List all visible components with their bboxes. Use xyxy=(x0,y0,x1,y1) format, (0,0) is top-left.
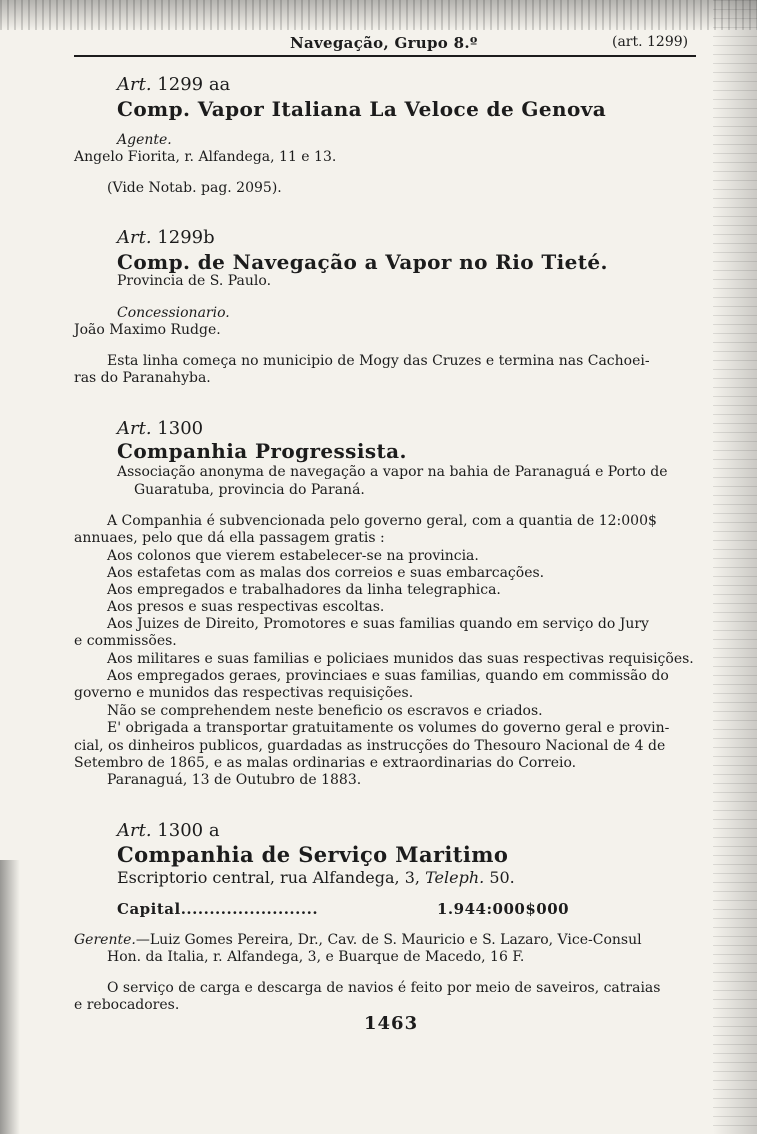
manager-line-2: Hon. da Italia, r. Alfandega, 3, e Buarque de Macedo, 16 F. xyxy=(107,949,525,965)
body-line: Aos presos e suas respectivas escoltas. xyxy=(107,599,385,615)
office-address: Escriptorio central, rua Alfandega, 3, Teleph. 50. xyxy=(117,868,515,887)
entry-title-1299aa: Comp. Vapor Italiana La Veloce de Genova xyxy=(117,97,607,121)
concessionaire-value: João Maximo Rudge. xyxy=(74,322,221,338)
article-label-1299aa: Art. 1299 aa xyxy=(117,74,231,95)
header-rule xyxy=(74,55,696,57)
entry-title-1300a: Companhia de Serviço Maritimo xyxy=(117,842,509,867)
body-line: e commissões. xyxy=(74,633,177,649)
body-line: Aos colonos que vierem estabelecer-se na provincia. xyxy=(107,548,479,564)
body-line: Setembro de 1865, e as malas ordinarias e extraordinarias do Correio. xyxy=(74,755,577,771)
article-label-1300a: Art. 1300 a xyxy=(117,820,220,841)
article-label-1300: Art. 1300 xyxy=(117,418,204,439)
service-line-1: O serviço de carga e descarga de navios é feito por meio de saveiros, catraias xyxy=(107,980,661,996)
running-title: Navegação, Grupo 8.º xyxy=(290,34,478,52)
capital-label: Capital xyxy=(117,900,181,918)
entry-title-1300: Companhia Progressista. xyxy=(117,439,407,463)
body-line: Aos empregados geraes, provinciaes e suas familias, quando em commissão do xyxy=(107,668,669,684)
body-line: governo e munidos das respectivas requisições. xyxy=(74,685,414,701)
body-line: Não se comprehendem neste beneficio os escravos e criados. xyxy=(107,703,543,719)
association-line-1: Associação anonyma de navegação a vapor na bahia de Paranaguá e Porto de xyxy=(117,464,668,480)
page-number: 1463 xyxy=(364,1013,419,1034)
body-line: Aos militares e suas familias e policiaes munidos das suas respectivas requisições. xyxy=(107,651,694,667)
service-line-2: e rebocadores. xyxy=(74,997,180,1013)
running-article-ref: (art. 1299) xyxy=(612,34,689,50)
agent-label: Agente. xyxy=(117,132,172,148)
scan-noise-right xyxy=(713,0,757,1134)
route-description-line-2: ras do Paranahyba. xyxy=(74,370,211,386)
body-line: Aos Juizes de Direito, Promotores e suas familias quando em serviço do Jury xyxy=(107,616,649,632)
entry-title-1299b: Comp. de Navegação a Vapor no Rio Tieté. xyxy=(117,250,608,274)
association-line-2: Guaratuba, provincia do Paraná. xyxy=(134,482,365,498)
manager-line-1: Gerente.—Luiz Gomes Pereira, Dr., Cav. de S. Mauricio e S. Lazaro, Vice-Consul xyxy=(74,932,642,948)
agent-value: Angelo Fiorita, r. Alfandega, 11 e 13. xyxy=(74,149,337,165)
dateline: Paranaguá, 13 de Outubro de 1883. xyxy=(107,772,362,788)
body-line: A Companhia é subvencionada pelo governo geral, com a quantia de 12:000$ xyxy=(107,513,657,529)
scan-noise-top xyxy=(0,0,757,30)
province: Provincia de S. Paulo. xyxy=(117,273,272,289)
capital-row xyxy=(117,900,318,918)
route-description-line-1: Esta linha começa no municipio de Mogy das Cruzes e termina nas Cachoei- xyxy=(107,353,650,369)
capital-leader: ........................ xyxy=(180,900,319,918)
concessionaire-label: Concessionario. xyxy=(117,305,230,321)
article-label-1299b: Art. 1299b xyxy=(117,227,215,248)
body-line: Aos empregados e trabalhadores da linha telegraphica. xyxy=(107,582,501,598)
body-line: E' obrigada a transportar gratuitamente os volumes do governo geral e provin- xyxy=(107,720,670,736)
scan-noise-left xyxy=(0,860,20,1134)
capital-value: 1.944:000$000 xyxy=(437,900,570,918)
body-line: Aos estafetas com as malas dos correios e suas embarcações. xyxy=(107,565,545,581)
body-line: annuaes, pelo que dá ella passagem gratis : xyxy=(74,530,385,546)
cross-reference-note: (Vide Notab. pag. 2095). xyxy=(107,180,282,196)
body-line: cial, os dinheiros publicos, guardadas as instrucções do Thesouro Nacional de 4 de xyxy=(74,738,666,754)
